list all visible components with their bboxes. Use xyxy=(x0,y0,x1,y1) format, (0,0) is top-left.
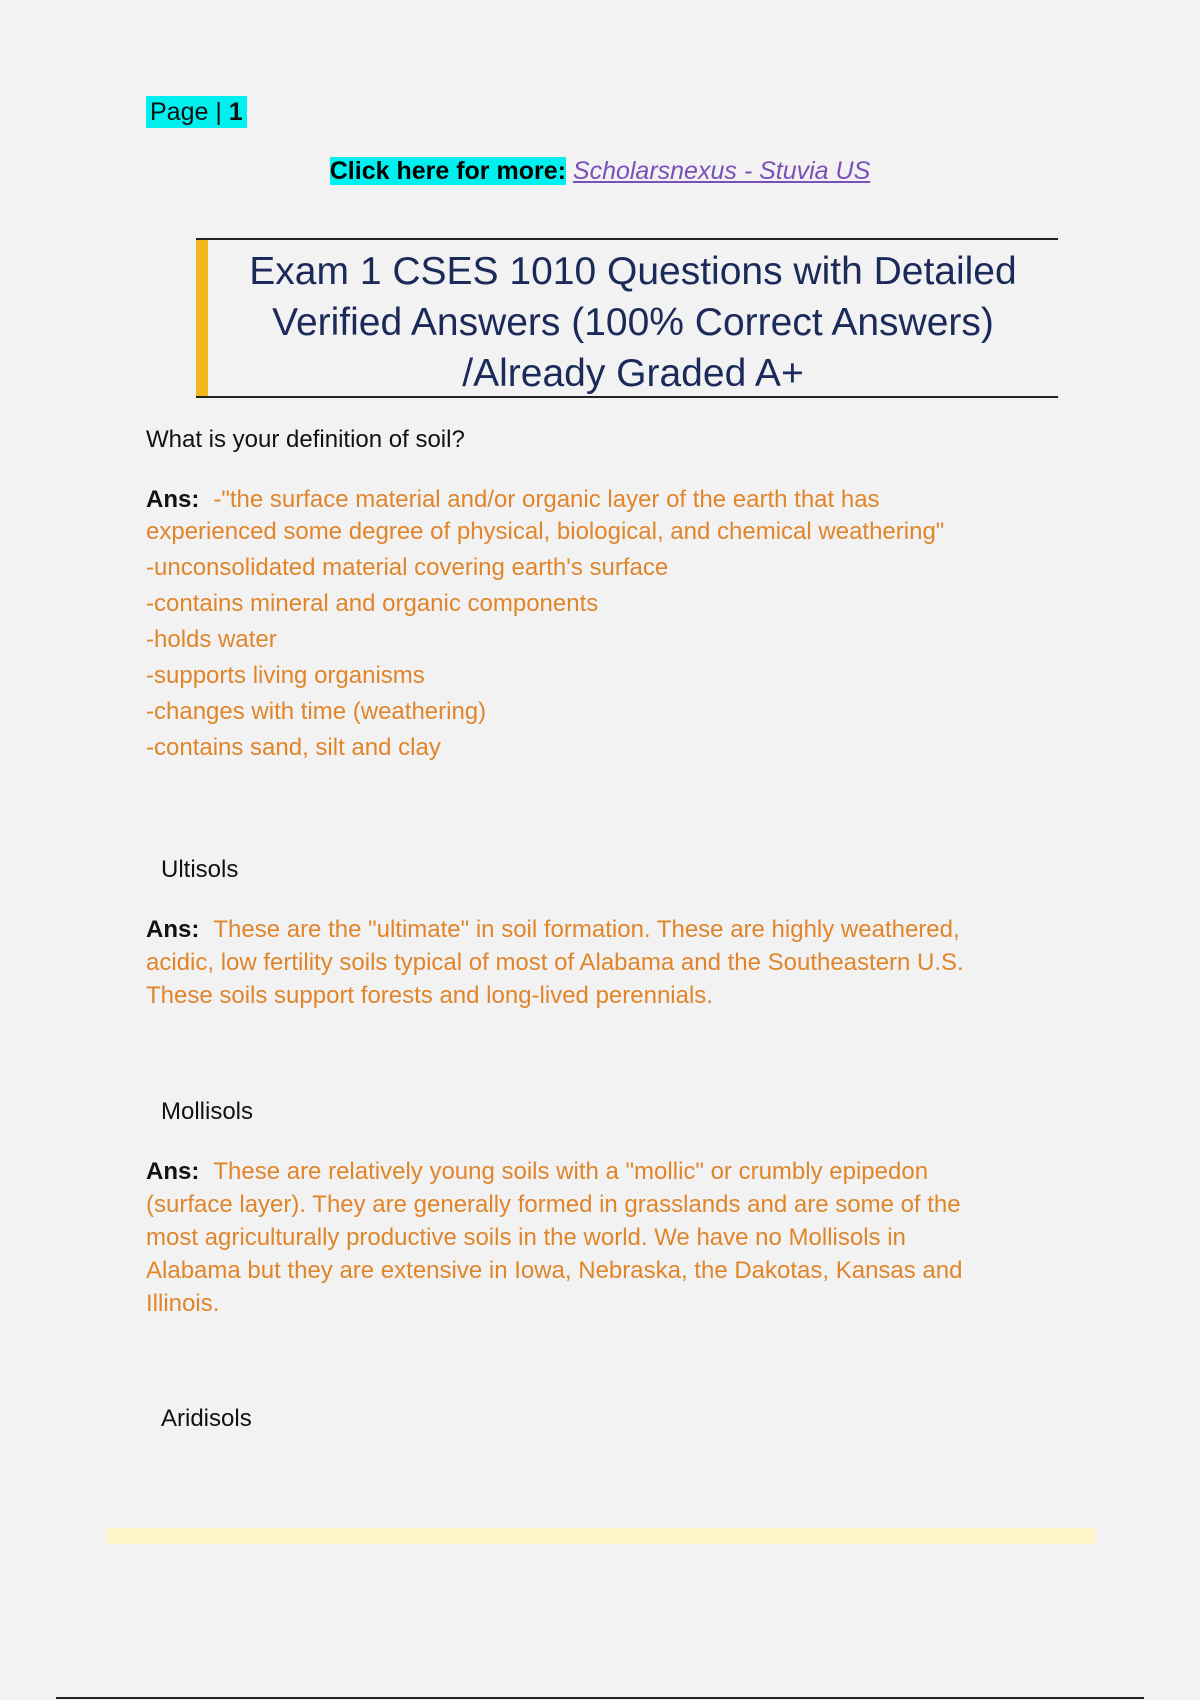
answer-line xyxy=(146,484,1046,516)
scholarsnexus-link[interactable]: Scholarsnexus - Stuvia US xyxy=(572,157,871,185)
ans-label: Ans: xyxy=(146,1158,200,1185)
answer-line: Alabama but they are extensive in Iowa, Nebraska, the Dakotas, Kansas and xyxy=(146,1257,963,1284)
page-prefix: Page | xyxy=(150,98,229,126)
page-number-label xyxy=(146,96,247,128)
title-accent-bar xyxy=(196,240,208,396)
answer-line: -contains sand, silt and clay xyxy=(146,734,441,761)
answer-line: These soils support forests and long-lived perennials. xyxy=(146,982,713,1009)
answer-line: Illinois. xyxy=(146,1290,220,1317)
page-number: 1 xyxy=(228,98,243,126)
answer-mollisols xyxy=(146,1155,1046,1320)
title-line-2: Verified Answers (100% Correct Answers) xyxy=(272,301,994,344)
answer-line: -holds water xyxy=(146,626,277,653)
answer-line: -contains mineral and organic components xyxy=(146,590,599,617)
answer-line xyxy=(146,1155,1046,1188)
document-title-box xyxy=(196,238,1058,398)
answer-line xyxy=(146,913,1046,946)
title-line-1: Exam 1 CSES 1010 Questions with Detailed xyxy=(249,250,1017,293)
answer-text: These are relatively young soils with a "mollic" or crumbly epipedon xyxy=(213,1158,929,1185)
answer-line: experienced some degree of physical, biological, and chemical weathering" xyxy=(146,518,945,545)
question-mollisols: Mollisols xyxy=(161,1098,254,1125)
answer-line: acidic, low fertility soils typical of most of Alabama and the Southeastern U.S. xyxy=(146,949,964,976)
answer-soil-definition xyxy=(146,484,1046,764)
answer-ultisols xyxy=(146,913,1046,1012)
answer-text: These are the "ultimate" in soil formation. These are highly weathered, xyxy=(213,916,960,943)
answer-line: -unconsolidated material covering earth's surface xyxy=(146,554,669,581)
more-prefix: Click here for more: xyxy=(329,157,566,185)
answer-line: -supports living organisms xyxy=(146,662,425,689)
question-aridisols: Aridisols xyxy=(161,1405,252,1432)
question-soil-definition: What is your definition of soil? xyxy=(146,426,465,453)
document-title xyxy=(208,246,1058,399)
answer-line: (surface layer). They are generally formed in grasslands and are some of the xyxy=(146,1191,961,1218)
more-info-line xyxy=(0,154,1200,188)
ans-label: Ans: xyxy=(146,486,200,513)
bottom-divider xyxy=(56,1697,1144,1699)
ans-label: Ans: xyxy=(146,916,200,943)
highlight-band xyxy=(106,1528,1096,1544)
question-ultisols: Ultisols xyxy=(161,856,239,883)
title-line-3: /Already Graded A+ xyxy=(462,352,804,395)
answer-line: -changes with time (weathering) xyxy=(146,698,487,725)
answer-line: most agriculturally productive soils in the world. We have no Mollisols in xyxy=(146,1224,906,1251)
answer-text: -"the surface material and/or organic layer of the earth that has xyxy=(213,486,880,513)
